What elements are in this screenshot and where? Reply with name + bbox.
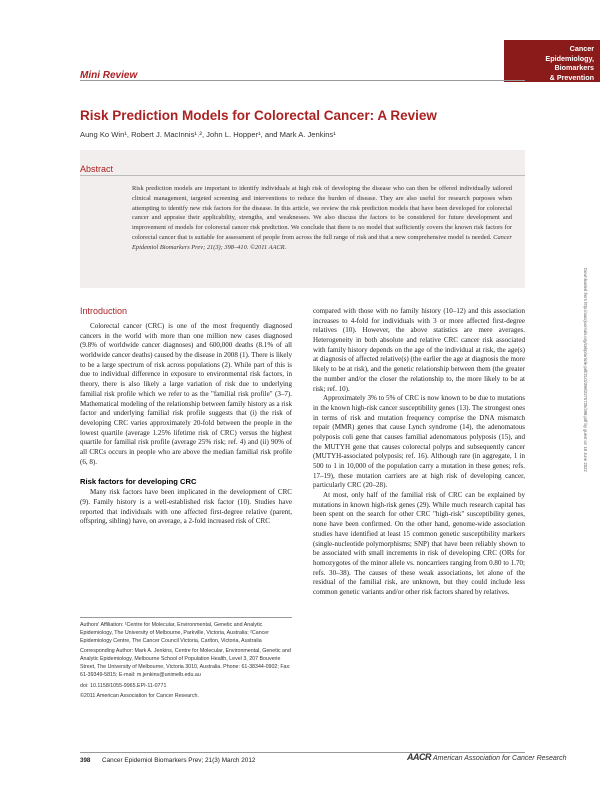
abstract-citation: Cancer Epidemiol Biomarkers Prev; 21(3); 398–410. ©2011 AACR. [132,233,512,251]
abstract-heading: Abstract [80,164,114,174]
journal-badge-line: Biomarkers [554,63,594,72]
publisher-logo [407,752,567,762]
journal-badge-line: & Prevention [549,72,594,82]
running-footer: Cancer Epidemiol Biomarkers Prev; 21(3) March 2012 [102,757,256,764]
aacr-logo-icon: AACR [407,752,431,762]
paragraph: Many risk factors have been implicated in the development of CRC (9). Family history is a well-established risk factor (10). Studies have reported that individuals with one affected first-degree relative (parent, offspring, sibling) have, on average, a 2-fold increased risk of CRC [80,488,292,526]
author-list: Aung Ko Win¹, Robert J. MacInnis¹˒², John L. Hopper¹, and Mark A. Jenkins¹ [80,130,336,139]
paper-title: Risk Prediction Models for Colorectal Cancer: A Review [80,108,437,123]
intro-body [80,322,292,467]
divider [80,175,525,176]
paragraph: Approximately 3% to 5% of CRC is now known to be due to mutations in the known high-risk cancer susceptibility genes (13). The strongest ones in terms of risk and mutation frequency comprise the DNA mismatch repair (MMR) genes that cause Lynch syndrome (14), the adenomatous polyposis coli gene that causes familial adenomatous polyposis (15), and the MUTYH gene that causes colorectal polyps and subsequently cancer (MUTYH-associated polyposis; ref. 16). Although rare (in aggregate, 1 in 500 to 1 in 10,000 of the population carry a mutation in these genes; refs. 17–19), these mutation carriers are at high risk of developing cancer, particularly CRC (20–28). [313,394,525,490]
page-number: 398 [80,757,91,764]
corresponding-author-note: Corresponding Author: Mark A. Jenkins, Centre for Molecular, Environmental, Genetic and Analytic Epidemiology, Melbourne School of Population Health, Level 3, 207 Bouverie Street, The University of Melbourne, Victoria 3010, Australia. Phone: 61-38344-0902; Fax: 61-39349-5815; E-mail: m.jenkins@unimelb.edu.au [80,648,291,678]
left-column [80,306,292,527]
abstract-body: Risk prediction models are important to identify individuals at high risk of developing the disease who can then be offered individually tailored clinical management, targeted screening and interventions to reduce the burden of disease. They are also useful for research purposes when attempting to identify new risk factors for the disease. In this article, we review the risk prediction models that have been developed for colorectal cancer and appraise their applicability, strengths, and weaknesses. We also discuss the factors to be considered for future development and improvement of models for colorectal cancer risk prediction. We conclude that there is no model that sufficiently covers the known risk factors for colorectal cancer that is suitable for assessment of people from across the full range of risk and that a new comprehensive model is needed. [132,185,512,241]
paragraph: Colorectal cancer (CRC) is one of the most frequently diagnosed cancers in the world with more than one million new cases diagnosed (9.8% of worldwide cancer diagnoses) and 600,000 deaths (8.1% of all worldwide cancer deaths) caused by the disease in 2008 (1). There is likely to be a large spectrum of risk across populations (2). While part of this is due to individual difference in exposure to environmental risk factors, in theory, there is also likely a large variation of risk due to underlying familial risk profile which we refer to as the "familial risk profile" (3–7). Mathematical modeling of the relationship between family history as a risk factor and underlying familial risk profile suggests that (i) the risk of developing CRC varies approximately 20-fold between the people in the lowest quartile (average 1.25% lifetime risk of CRC) versus the highest quartile for familial risk profile (average 25% risk; ref. 4) and (ii) 90% of all CRCs occurs in people who are above the median familial risk profile (6, 8). [80,322,292,466]
download-watermark: Downloaded from http://aacrjournals.org/cebp/article-pdf/21/3/398/2276735/398.pdf by guest on 18 June 2022 [583,268,588,472]
footnotes [80,622,292,704]
journal-badge-line: Cancer [569,44,594,53]
journal-badge-line: Epidemiology, [545,53,594,63]
affiliations-note: Authors' Affiliation: ¹Centre for Molecular, Environmental, Genetic and Analytic Epidemiology, The University of Melbourne, Parkville, Victoria, Australia; ²Cancer Epidemiology Centre, The Cancer Council Victoria, Carlton, Victoria, Australia [80,622,270,644]
intro-heading: Introduction [80,306,128,316]
paragraph: compared with those with no family history (10–12) and this association increases to 4-fold for individuals with 3 or more affected first-degree relatives (10). However, the above statistics are mere averages. Heterogeneity in both absolute and relative CRC cancer risk associated with family history depends on the age of the individual at risk, the age(s) at diagnosis of affected relative(s) (the earlier the age at diagnosis the more likely to be at risk), and the genetic relationship between them (the greater the number and/or the closer the relationship to, the more likely to be at risk; ref. 10). [313,307,525,393]
paragraph: At most, only half of the familial risk of CRC can be explained by mutations in known high-risk genes (29). While much research capital has been spent on the search for other CRC "high-risk" susceptibility genes, none have been confirmed. On the other hand, genome-wide association studies have identified at least 15 common genetic susceptibility markers (single-nucleotide polymorphisms; SNP) that have been reliably shown to be associated with small increments in risk of developing CRC (ORs for homozygotes of the minor allele vs. noncarriers ranging from 0.80 to 1.70; refs. 30–38). The causes of these weak associations, let alone of the residual of the familial risk, are unknown, but they could include less common genetic variants and/or other risk factors shared by relatives. [313,491,525,596]
divider [80,80,525,81]
doi: doi: 10.1158/1055-9965.EPI-11-0771 [80,682,167,689]
risk-factors-body [80,488,292,527]
right-column [313,307,525,598]
publisher-name: American Association for Cancer Research [432,755,567,762]
journal-badge [504,40,600,82]
risk-factors-heading: Risk factors for developing CRC [80,477,197,487]
copyright: ©2011 American Association for Cancer Research. [80,693,199,700]
abstract-text [132,184,512,253]
divider [80,617,292,618]
section-label: Mini Review [80,70,138,81]
